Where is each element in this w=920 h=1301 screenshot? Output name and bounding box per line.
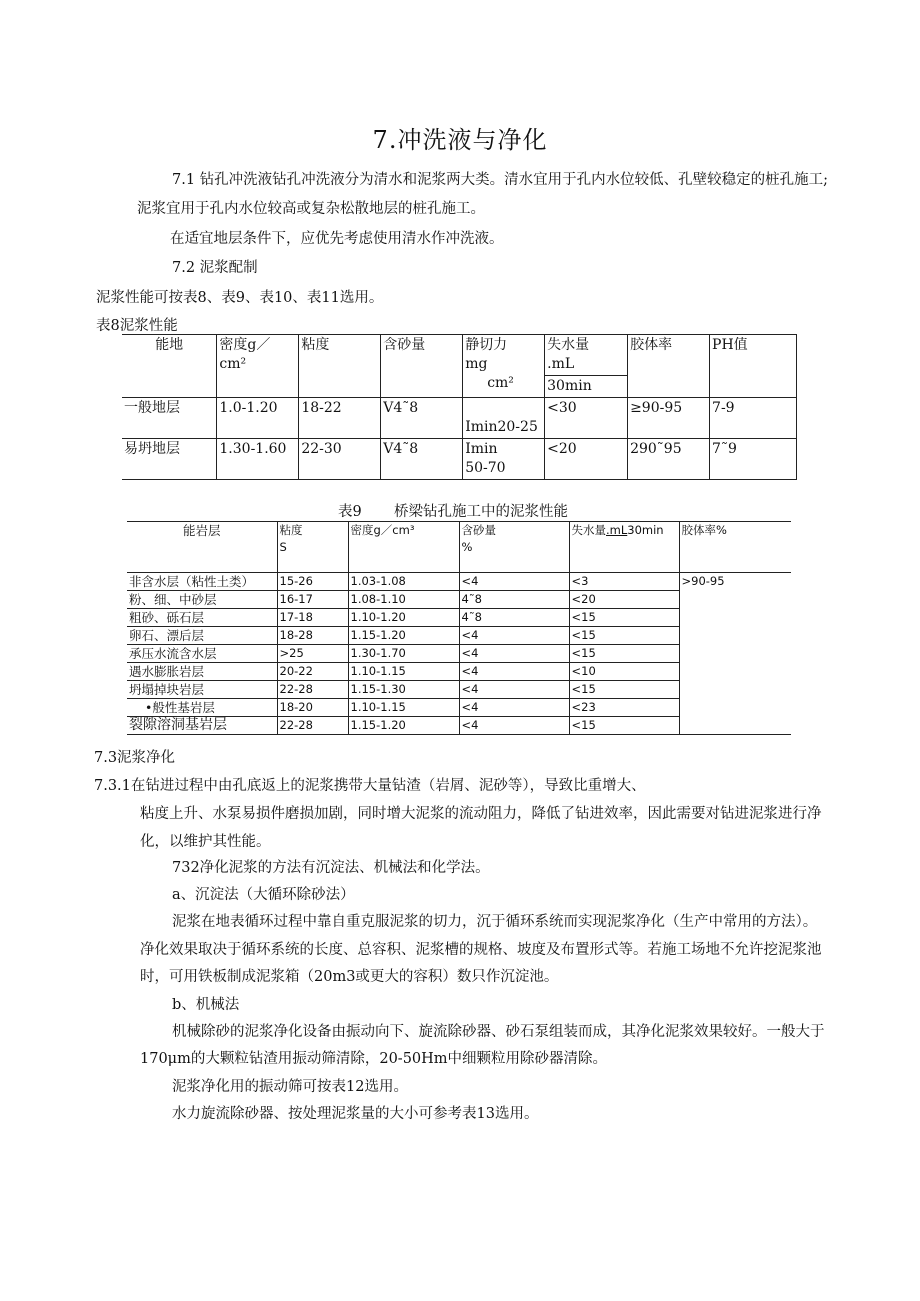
table-9-cell-sand: <4 [459, 699, 569, 717]
table-9 [127, 521, 791, 735]
section-7-1-line-1: 7.1 钻孔冲洗液钻孔冲洗液分为清水和泥浆两大类。清水宜用于孔内水位较低、孔壁较稳定的桩孔施工; [172, 172, 829, 188]
section-7-3-1-line-3: 化，以维护其性能。 [140, 834, 271, 850]
table-9-header-water-loss-pre: 失水量 [571, 523, 606, 537]
table-9-cell-sand: <4 [459, 681, 569, 699]
table-9-cell-density: 1.03-1.08 [348, 573, 459, 591]
table-9-header-density: 密度g／cm³ [348, 522, 459, 573]
table-9-header-row [127, 522, 791, 573]
table-8-cell-density: 1.0-1.20 [217, 398, 299, 439]
method-b-line-2: 170μm的大颗粒钻渣用振动筛清除，20-50Hm中细颗粒用除砂器清除。 [140, 1051, 608, 1067]
section-7-1-line-2: 泥浆宜用于孔内水位较高或复杂松散地层的桩孔施工。 [137, 201, 485, 217]
table-8-cell-ph: 7-9 [710, 398, 797, 439]
section-7-3-1-line-1: 7.3.1在钻进过程中由孔底返上的泥浆携带大量钻渣（岩屑、泥砂等），导致比重增大、 [94, 778, 646, 794]
section-7-2-text: 泥浆性能可按表8、表9、表10、表11选用。 [96, 290, 384, 306]
table-9-header-viscosity-b: S [279, 540, 287, 554]
table-8-cell-shear-b: 50-70 [465, 460, 506, 476]
method-b-heading: b、机械法 [172, 997, 240, 1013]
table-8-header-density: 密度g／cm² [217, 335, 299, 398]
table-8-header-water-loss-a: 失水量 [547, 337, 590, 353]
table-8-cell-colloid: 290˜95 [628, 439, 710, 480]
method-a-line-3: 时，可用铁板制成泥浆箱（20m3或更大的容积）数只作沉淀池。 [140, 969, 559, 985]
table-8-header-shear-b: mg [465, 356, 488, 372]
table-8-cell-ph: 7˜9 [710, 439, 797, 480]
table-9-cell-water-loss: <15 [569, 609, 679, 627]
table-9-cell-water-loss: <15 [569, 627, 679, 645]
table-9-cell-viscosity: 18-20 [277, 699, 348, 717]
table-9-cell-viscosity: 16-17 [277, 591, 348, 609]
table-9-cell-density: 1.15-1.20 [348, 717, 459, 735]
table-8-cell-density: 1.30-1.60 [217, 439, 299, 480]
method-a-heading: a、沉淀法（大循环除砂法） [172, 887, 355, 903]
method-a-line-2: 净化效果取决于循环系统的长度、总容积、泥浆槽的规格、坡度及布置形式等。若施工场地不允许挖泥浆池 [140, 942, 822, 958]
table-row [127, 573, 791, 591]
table-9-cell-colloid: >90-95 [679, 573, 791, 735]
table-9-header-viscosity [277, 522, 348, 573]
section-7-1-line-3: 在适宜地层条件下，应优先考虑使用清水作冲洗液。 [170, 231, 504, 247]
table-9-cell-density: 1.10-1.15 [348, 699, 459, 717]
table-8-cell-shear-a: Imin [465, 441, 498, 457]
table-9-cell-water-loss: <20 [569, 591, 679, 609]
table-9-header-water-loss-unit: .mL [606, 523, 628, 537]
method-a-line-1: 泥浆在地表循环过程中靠自重克服泥浆的切力，沉于循环系统而实现泥浆净化（生产中常用的方法）。 [172, 914, 818, 930]
table-9-cell-sand: <4 [459, 717, 569, 735]
table-8-header-viscosity: 粘度 [299, 335, 381, 398]
method-b-line-3: 泥浆净化用的振动筛可按表12选用。 [172, 1079, 408, 1095]
table-8-header-water-loss-c: 30min [545, 376, 628, 398]
table-8-header-shear-c: cm² [487, 375, 514, 391]
table-8-header-layer: 能地 [122, 335, 217, 398]
table-8-cell-viscosity: 22-30 [299, 439, 381, 480]
table-8-cell-water-loss: <20 [545, 439, 628, 480]
table-9-header-water-loss [569, 522, 679, 573]
table-9-cell-sand: <4 [459, 645, 569, 663]
table-9-cell-water-loss: <10 [569, 663, 679, 681]
table-9-header-sand [459, 522, 569, 573]
table-8-cell-sand: V4˜8 [381, 398, 463, 439]
table-9-header-layer: 能岩层 [127, 522, 277, 573]
table-9-cell-layer: 粉、细、中砂层 [127, 591, 277, 609]
table-8-header-shear [463, 335, 545, 398]
table-9-cell-viscosity: 15-26 [277, 573, 348, 591]
table-9-cell-viscosity: 18-28 [277, 627, 348, 645]
table-9-cell-water-loss: <15 [569, 717, 679, 735]
table-8-header-row [122, 335, 797, 376]
table-9-cell-water-loss: <3 [569, 573, 679, 591]
table-9-cell-layer: 非含水层（粘性土类） [127, 573, 277, 591]
table-8-cell-layer: 一般地层 [122, 398, 217, 439]
table-8-cell-shear [463, 439, 545, 480]
table-8 [122, 334, 797, 480]
table-9-cell-density: 1.10-1.20 [348, 609, 459, 627]
table-8-cell-viscosity: 18-22 [299, 398, 381, 439]
table-9-cell-sand: 4˜8 [459, 591, 569, 609]
table-9-header-sand-b: % [461, 540, 473, 554]
table-9-cell-viscosity: 20-22 [277, 663, 348, 681]
table-9-cell-density: 1.10-1.15 [348, 663, 459, 681]
table-9-cell-viscosity: 22-28 [277, 681, 348, 699]
table-9-cell-water-loss: <15 [569, 681, 679, 699]
table-9-cell-sand: <4 [459, 573, 569, 591]
table-9-cell-density: 1.08-1.10 [348, 591, 459, 609]
table-9-cell-water-loss: <23 [569, 699, 679, 717]
table-8-cell-colloid: ≥90-95 [628, 398, 710, 439]
section-7-3-1-line-2: 粘度上升、水泵易损件磨损加剧，同时增大泥浆的流动阻力，降低了钻进效率，因此需要对钻进泥浆进行净 [140, 806, 822, 822]
table-9-cell-layer: 裂隙溶洞基岩层 [127, 717, 277, 735]
table-8-header-ph: PH值 [710, 335, 797, 398]
method-b-line-4: 水力旋流除砂器、按处理泥浆量的大小可参考表13选用。 [172, 1106, 539, 1122]
table-9-cell-layer: 坍塌掉块岩层 [127, 681, 277, 699]
table-row [122, 439, 797, 480]
table-9-cell-viscosity: 22-28 [277, 717, 348, 735]
table-9-cell-density: 1.15-1.30 [348, 681, 459, 699]
page-title: 7.冲洗液与净化 [372, 126, 548, 154]
method-b-line-1: 机械除砂的泥浆净化设备由振动向下、旋流除砂器、砂石泵组装而成，其净化泥浆效果较好。一般大于 [172, 1024, 825, 1040]
table-row [122, 398, 797, 439]
table-8-header-shear-a: 静切力 [465, 337, 508, 353]
table-9-cell-layer: •般性基岩层 [127, 699, 277, 717]
table-9-header-water-loss-post: 30min [627, 523, 664, 537]
table-9-cell-sand: <4 [459, 627, 569, 645]
table-8-cell-sand: V4˜8 [381, 439, 463, 480]
table-9-cell-layer: 粗砂、砾石层 [127, 609, 277, 627]
table-8-header-water-loss-b: .mL [547, 356, 575, 372]
table-9-caption: 表9 桥梁钻孔施工中的泥浆性能 [338, 504, 568, 520]
table-9-header-viscosity-a: 粘度 [279, 523, 303, 537]
table-8-header-sand: 含砂量 [381, 335, 463, 398]
section-7-3-heading: 7.3泥浆净化 [94, 750, 176, 766]
table-8-cell-water-loss: <30 [545, 398, 628, 439]
table-9-cell-water-loss: <15 [569, 645, 679, 663]
table-9-cell-density: 1.30-1.70 [348, 645, 459, 663]
table-8-cell-shear: Imin20-25 [463, 398, 545, 439]
section-7-2-heading: 7.2 泥浆配制 [172, 260, 258, 276]
table-9-cell-sand: 4˜8 [459, 609, 569, 627]
table-8-header-water-loss [545, 335, 628, 376]
table-9-cell-viscosity: 17-18 [277, 609, 348, 627]
table-9-cell-viscosity: >25 [277, 645, 348, 663]
table-9-header-colloid: 胶体率% [679, 522, 791, 573]
table-9-cell-density: 1.15-1.20 [348, 627, 459, 645]
table-8-header-colloid: 胶体率 [628, 335, 710, 398]
table-9-header-sand-a: 含砂量 [461, 523, 496, 537]
table-9-cell-layer: 卵石、漂后层 [127, 627, 277, 645]
table-8-caption: 表8泥浆性能 [96, 318, 178, 334]
table-9-cell-layer: 承压水流含水层 [127, 645, 277, 663]
table-8-cell-layer: 易坍地层 [122, 439, 217, 480]
table-9-cell-sand: <4 [459, 663, 569, 681]
section-7-3-2: 732净化泥浆的方法有沉淀法、机械法和化学法。 [172, 860, 490, 876]
table-9-cell-layer: 遇水膨胀岩层 [127, 663, 277, 681]
